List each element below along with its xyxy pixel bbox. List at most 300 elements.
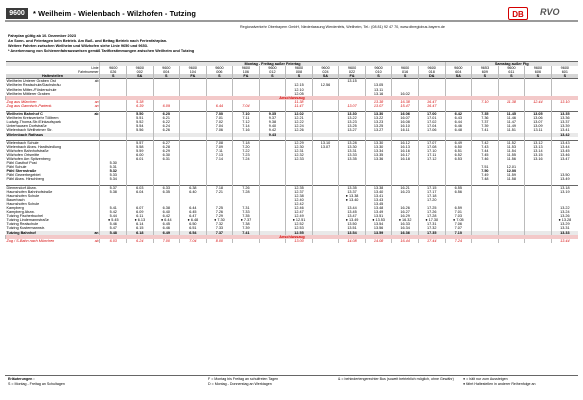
- time-cell: 12.49: [286, 214, 313, 218]
- time-cell: 7.35: [472, 112, 499, 117]
- time-cell: 7.20: [233, 145, 260, 149]
- time-cell: 6.35: [153, 190, 180, 194]
- time-cell: 7.18: [233, 140, 260, 145]
- stop-name: Tutzing Kustermannstr.: [6, 226, 45, 231]
- time-cell: 17.07: [418, 140, 445, 145]
- time-cell: 7.39: [472, 124, 499, 128]
- time-cell: 13.51: [365, 214, 392, 218]
- time-cell: 13.27: [339, 128, 366, 132]
- time-cell: 13.22: [365, 116, 392, 120]
- time-cell: 6.51: [445, 149, 472, 153]
- time-cell: 7.29: [206, 214, 233, 218]
- stop-name: Kampberg: [6, 206, 24, 210]
- time-cell: 5.54: [127, 124, 154, 128]
- time-cell: 7.24: [233, 157, 260, 161]
- time-cell: 6.26: [153, 128, 180, 132]
- stop-name: Zug aus Garmisch-Partenk.: [6, 103, 53, 108]
- timetable-notes: [8, 34, 194, 54]
- time-cell: 6.30: [153, 153, 180, 157]
- time-cell: 7.46: [472, 157, 499, 161]
- time-cell: 13.05: [525, 112, 552, 117]
- time-cell: 7.06: [445, 222, 472, 226]
- stop-name: Pähl Abzw. Hirschberg: [6, 177, 45, 182]
- linie-cell: 9600: [312, 66, 339, 70]
- arr-dep-marker: an: [94, 103, 99, 108]
- time-cell: 17.15: [418, 185, 445, 190]
- time-cell: 6.56: [445, 190, 472, 194]
- linie-cell: 9600: [525, 66, 552, 70]
- time-cell: 13.25: [339, 124, 366, 128]
- time-cell: 13.11: [365, 88, 392, 92]
- time-cell: 12.42: [286, 202, 313, 206]
- time-cell: 13.46: [551, 153, 578, 157]
- time-cell: 6.09: [127, 210, 154, 214]
- time-cell: 13.48: [365, 206, 392, 210]
- time-cell: 5.48: [100, 231, 127, 235]
- time-cell: 13.30: [339, 145, 366, 149]
- time-cell: 6.42: [153, 214, 180, 218]
- linie-cell: 9600: [259, 66, 286, 70]
- stop-name: Wielenbach Rathaus: [6, 133, 91, 137]
- legend-exit-only: ● = hält nur zum Aussteigen: [463, 377, 508, 381]
- time-cell: 6.53: [445, 157, 472, 161]
- time-cell: 13.07: [339, 104, 366, 108]
- fahrt-cell: 012: [259, 70, 286, 74]
- time-cell: 13.54: [365, 222, 392, 226]
- time-cell: ● 12.51: [286, 218, 313, 222]
- stop-name: Tutzing Fischerbuchel: [6, 214, 44, 219]
- fahrt-cell: 611: [498, 70, 525, 74]
- time-cell: 12.31: [286, 149, 313, 153]
- time-cell: 6.49: [445, 140, 472, 145]
- stop-name: Wielenbach Weilheimer Str.: [6, 128, 53, 133]
- time-cell: 6.04: [127, 190, 154, 194]
- time-cell: 13.10: [312, 140, 339, 145]
- trip-type-cell: S: [392, 74, 419, 79]
- time-cell: 7.23: [233, 153, 260, 157]
- time-cell: 7.43: [472, 145, 499, 149]
- time-cell: 5.50: [127, 112, 154, 117]
- time-cell: 13.54: [339, 231, 366, 235]
- time-cell: 11.45: [498, 112, 525, 117]
- time-cell: 7.02: [206, 120, 233, 124]
- time-cell: 16.17: [392, 153, 419, 157]
- time-cell: 6.40: [180, 190, 207, 194]
- stop-name: Wilzhofen Ortsmitte: [6, 152, 40, 157]
- time-cell: 7.10: [233, 112, 260, 117]
- time-cell: 17.01: [418, 116, 445, 120]
- time-cell: 13.56: [365, 226, 392, 230]
- time-cell: 13.23: [339, 120, 366, 124]
- time-cell: 7.11: [206, 149, 233, 153]
- legend-accessible: & = behindertengerechter Bus (soweit betrieblich möglich, ohne Gewähr): [338, 377, 454, 381]
- time-cell: 17.04: [418, 124, 445, 128]
- time-cell: 5.56: [127, 128, 154, 132]
- trip-type-cell: F&: [180, 74, 207, 79]
- time-cell: 13.36: [551, 116, 578, 120]
- fahrt-cell: 601: [551, 70, 578, 74]
- time-cell: 6.51: [180, 226, 207, 230]
- time-cell: 7.32: [206, 222, 233, 226]
- trip-type-cell: S: [365, 74, 392, 79]
- stop-name: Haunshofen Schule: [6, 201, 40, 206]
- time-cell: 16.16: [392, 149, 419, 153]
- time-cell: 6.42: [445, 112, 472, 117]
- time-cell: 5.57: [127, 140, 154, 145]
- time-cell: 16.07: [392, 116, 419, 120]
- time-cell: 13.19: [551, 190, 578, 194]
- time-cell: 6.09: [153, 104, 180, 108]
- time-cell: 12.15: [286, 83, 313, 87]
- trip-type-cell: F&: [233, 74, 260, 79]
- time-cell: 11.55: [498, 153, 525, 157]
- time-cell: 11.47: [498, 120, 525, 124]
- time-cell: ● 6.13: [127, 218, 154, 222]
- time-cell: 7.33: [206, 226, 233, 230]
- time-cell: 7.51: [472, 165, 499, 169]
- fahrt-label: Fahrtnummer: [78, 70, 99, 75]
- time-cell: 7.04: [180, 239, 207, 243]
- time-cell: 13.18: [551, 185, 578, 190]
- time-cell: 12.22: [286, 120, 313, 124]
- timetable-table: [5, 61, 578, 243]
- time-cell: 11.59: [498, 173, 525, 177]
- time-cell: 12.47: [286, 210, 313, 214]
- trip-type-cell: S: [100, 74, 127, 79]
- time-cell: 5.37: [100, 185, 127, 190]
- time-cell: 7.26: [233, 185, 260, 190]
- time-cell: 13.47: [339, 214, 366, 218]
- page-title: * Weilheim - Wielenbach - Wilzhofen - Tutzing: [33, 9, 196, 18]
- time-cell: 7.45: [472, 153, 499, 157]
- time-cell: 7.00: [206, 112, 233, 117]
- time-cell: 12.29: [286, 140, 313, 145]
- stop-name: Wilzhofen Bahnhofstraße: [6, 148, 49, 153]
- time-cell: 7.39: [233, 226, 260, 230]
- time-cell: 6.54: [180, 231, 207, 235]
- time-cell: 13.41: [365, 194, 392, 198]
- time-cell: 16.18: [392, 157, 419, 161]
- time-cell: ● 5.45: [100, 218, 127, 222]
- linie-cell: 9600: [445, 66, 472, 70]
- time-cell: 13.27: [365, 128, 392, 132]
- arr-dep-marker: an: [94, 99, 99, 104]
- time-cell: 13.30: [365, 112, 392, 117]
- time-cell: 7.22: [233, 149, 260, 153]
- time-cell: 6.22: [153, 120, 180, 124]
- time-cell: 16.10: [392, 124, 419, 128]
- time-cell: 13.30: [365, 145, 392, 149]
- time-cell: [233, 239, 260, 243]
- time-cell: 12.01: [498, 165, 525, 169]
- time-cell: 12.55: [286, 231, 313, 235]
- time-cell: 11.52: [498, 140, 525, 145]
- time-cell: 6.45: [180, 210, 207, 214]
- time-cell: 13.42: [551, 133, 578, 137]
- time-cell: [472, 239, 499, 243]
- note-rail-tickets: * Anerkennung von Schienenfahrausweisen gemäß Tarifbestimmungen zwischen Weilheim und Tutzing: [8, 49, 195, 53]
- time-cell: 13.45: [339, 210, 366, 214]
- linie-cell: 9600: [365, 66, 392, 70]
- time-cell: 16.06: [392, 112, 419, 117]
- time-cell: ● 6.48: [180, 218, 207, 222]
- time-cell: 13.24: [551, 210, 578, 214]
- time-cell: 13.41: [551, 128, 578, 132]
- trip-type-cell: S: [472, 74, 499, 79]
- time-cell: 13.49: [551, 177, 578, 181]
- time-cell: 7.01: [206, 116, 233, 120]
- time-cell: 7.36: [472, 116, 499, 120]
- time-cell: 13.30: [339, 112, 366, 117]
- fahrt-cell: 106: [233, 70, 260, 74]
- stop-name: Weilheim Mitter-/Förderschule: [6, 87, 57, 92]
- time-cell: 7.48: [472, 177, 499, 181]
- stop-name: Wielenbach Abzw. Hardtsiedlung: [6, 144, 62, 149]
- time-cell: 12.46: [286, 206, 313, 210]
- time-cell: 9.37: [259, 116, 286, 120]
- linie-cell: 9600: [233, 66, 260, 70]
- fahrt-cell: 010: [365, 70, 392, 74]
- time-cell: 13.59: [365, 231, 392, 235]
- stops-label: Haltestellen: [6, 74, 100, 79]
- stop-name: Weilheim Mittlerer Graben: [6, 91, 50, 96]
- time-cell: 13.36: [365, 157, 392, 161]
- stop-name: Diemendorf Abzw.: [6, 185, 91, 190]
- time-cell: 13.14: [525, 149, 552, 153]
- fahrt-cell: 006: [206, 70, 233, 74]
- time-cell: 7.14: [233, 124, 260, 128]
- time-cell: 17.18: [418, 194, 445, 198]
- time-cell: 7.10: [472, 100, 499, 104]
- time-cell: 6.44: [180, 206, 207, 210]
- time-cell: 7.42: [472, 140, 499, 145]
- time-cell: ● 13.38: [339, 194, 366, 198]
- time-cell: 6.18: [127, 231, 154, 235]
- time-cell: 12.10: [286, 88, 313, 92]
- time-cell: 12.35: [286, 185, 313, 190]
- time-cell: 7.18: [206, 185, 233, 190]
- legend-title: Erläuterungen :: [8, 377, 35, 381]
- time-cell: 6.44: [445, 120, 472, 124]
- time-cell: 12.53: [286, 226, 313, 230]
- time-cell: 6.20: [153, 112, 180, 117]
- time-cell: 13.51: [339, 226, 366, 230]
- note-more-trips: Weitere Fahrten zwischen Weilheim und Wilzhofen siehe Linie 9650 und 9653.: [8, 44, 148, 48]
- time-cell: 6.49: [153, 231, 180, 235]
- time-cell: 7.37: [472, 120, 499, 124]
- time-cell: 17.25: [418, 206, 445, 210]
- time-cell: 13.29: [551, 222, 578, 226]
- time-cell: 6.52: [445, 153, 472, 157]
- operator-info: Regionalverkehr Oberbayern GmbH, Niederlassung Werdenfels, Weilheim, Tel.: (08 81) 92 47 70, www.dbregiobus-bayern.de: [240, 25, 445, 29]
- time-cell: 16.11: [392, 128, 419, 132]
- time-cell: 13.43: [365, 198, 392, 202]
- time-cell: 12.52: [286, 222, 313, 226]
- fahrt-cell: 002: [127, 70, 154, 74]
- time-cell: 13.49: [365, 210, 392, 214]
- time-cell: 6.00: [127, 153, 154, 157]
- arr-dep-marker: an: [90, 231, 100, 235]
- time-cell: 6.11: [127, 214, 154, 218]
- stop-name: Ludwig-Thoma-Str./Einkaufspark: [6, 120, 61, 125]
- time-cell: 7.01: [445, 210, 472, 214]
- time-cell: 14.08: [365, 239, 392, 243]
- time-cell: 13.09: [525, 124, 552, 128]
- trip-type-cell: S: [259, 74, 286, 79]
- time-cell: [525, 239, 552, 243]
- time-cell: 17.35: [418, 231, 445, 235]
- stop-name: Haunshofen Bahnhofstraße: [6, 189, 53, 194]
- time-cell: 13.50: [551, 173, 578, 177]
- linie-cell: 9653: [472, 66, 499, 70]
- time-cell: 13.11: [525, 128, 552, 132]
- time-cell: 11.38: [286, 100, 313, 104]
- time-cell: 16.08: [392, 120, 419, 124]
- time-cell: 7.38: [233, 222, 260, 226]
- time-cell: 17.02: [418, 120, 445, 124]
- time-cell: ● 13.53: [365, 218, 392, 222]
- time-cell: 13.07: [525, 120, 552, 124]
- legend-reverse-order: ● fährt Haltestellen in anderer Reihenfolge an: [463, 382, 536, 386]
- trip-type-cell: S&: [445, 74, 472, 79]
- time-cell: 12.24: [286, 124, 313, 128]
- time-cell: 13.44: [339, 206, 366, 210]
- linie-cell: 9600: [286, 66, 313, 70]
- time-cell: 6.31: [153, 157, 180, 161]
- time-cell: 9.43: [259, 133, 286, 137]
- table-row: [6, 239, 579, 243]
- stop-name: Wielenbach Schule: [6, 140, 91, 145]
- time-cell: 6.24: [127, 239, 154, 243]
- time-cell: 14.08: [339, 239, 366, 243]
- time-cell: 13.35: [339, 185, 366, 190]
- time-cell: 13.22: [551, 206, 578, 210]
- time-cell: 5.41: [100, 206, 127, 210]
- time-cell: 6.50: [445, 145, 472, 149]
- trip-type-cell: S: [286, 74, 313, 79]
- time-cell: ● 13.40: [339, 198, 366, 202]
- fahrt-cell: 016: [392, 70, 419, 74]
- fahrt-cell: 024: [312, 70, 339, 74]
- time-cell: 16.38: [392, 100, 419, 104]
- time-cell: 11.53: [498, 145, 525, 149]
- time-cell: 13.33: [339, 153, 366, 157]
- time-cell: 5.33: [100, 173, 127, 177]
- time-cell: [312, 239, 339, 243]
- time-cell: 7.31: [233, 206, 260, 210]
- time-cell: 7.24: [445, 239, 472, 243]
- trip-type-cell: S: [551, 74, 578, 79]
- time-cell: 7.35: [233, 214, 260, 218]
- time-cell: 12.00: [498, 169, 525, 173]
- time-cell: 7.14: [206, 157, 233, 161]
- time-cell: 11.46: [498, 116, 525, 120]
- time-cell: 13.37: [551, 120, 578, 124]
- time-cell: 16.36: [392, 231, 419, 235]
- trip-type-cell: S: [206, 74, 233, 79]
- header-divider: [5, 20, 578, 22]
- time-cell: 5.34: [100, 177, 127, 181]
- time-cell: 7.28: [233, 190, 260, 194]
- time-cell: 5.31: [100, 165, 127, 169]
- time-cell: 6.46: [445, 124, 472, 128]
- time-cell: 7.50: [472, 169, 499, 173]
- time-cell: 5.38: [127, 100, 154, 104]
- time-cell: 7.12: [233, 120, 260, 124]
- time-cell: 11.51: [498, 128, 525, 132]
- time-cell: 9.35: [259, 112, 286, 117]
- linie-cell: 9600: [418, 66, 445, 70]
- time-cell: 12.40: [286, 198, 313, 202]
- time-cell: 13.37: [339, 190, 366, 194]
- linie-cell: 9600: [127, 66, 154, 70]
- time-cell: 7.21: [206, 190, 233, 194]
- time-cell: 16.33: [392, 222, 419, 226]
- time-cell: 17.20: [418, 198, 445, 202]
- time-cell: 6.15: [127, 226, 154, 230]
- group-weekday: Montag - Freitag außer Feiertag: [100, 62, 445, 67]
- time-cell: 13.16: [365, 92, 392, 96]
- time-cell: 12.37: [286, 190, 313, 194]
- time-cell: 12.26: [286, 128, 313, 132]
- time-cell: 17.12: [418, 157, 445, 161]
- time-cell: 7.16: [233, 128, 260, 132]
- stop-name: Zug aus München: [6, 99, 37, 104]
- connection-heading: Anschlusszug: [6, 235, 579, 239]
- time-cell: 13.25: [365, 124, 392, 128]
- trip-type-cell: S: [525, 74, 552, 79]
- time-cell: 13.45: [365, 202, 392, 206]
- time-cell: ● 7.37: [233, 218, 260, 222]
- fahrt-cell: 018: [418, 70, 445, 74]
- arr-dep-marker: ab: [90, 79, 100, 84]
- time-cell: 5.46: [100, 222, 127, 226]
- time-cell: 7.41: [233, 231, 260, 235]
- time-cell: 9.40: [259, 124, 286, 128]
- fahrt-cell: 022: [339, 70, 366, 74]
- time-cell: 12.38: [286, 194, 313, 198]
- time-cell: 7.09: [206, 145, 233, 149]
- time-cell: 13.38: [365, 185, 392, 190]
- time-cell: 13.33: [551, 231, 578, 235]
- linie-cell: 9600: [153, 66, 180, 70]
- time-cell: 5.52: [127, 120, 154, 124]
- time-cell: 13.13: [525, 145, 552, 149]
- time-cell: 15.47: [392, 104, 419, 108]
- time-cell: 13.07: [312, 145, 339, 149]
- stop-name: Pähl Gewerbegebiet: [6, 173, 41, 178]
- time-cell: 6.01: [127, 157, 154, 161]
- stop-name: Kampberg Abzw.: [6, 210, 35, 215]
- time-cell: [259, 239, 286, 243]
- time-cell: 7.00: [153, 239, 180, 243]
- time-cell: 16.47: [418, 104, 445, 108]
- fahrt-cell: 606: [525, 70, 552, 74]
- time-cell: 5.51: [127, 116, 154, 120]
- time-cell: 12.05: [286, 92, 313, 96]
- time-cell: 13.35: [551, 112, 578, 117]
- time-cell: 13.44: [551, 145, 578, 149]
- time-cell: 12.30: [286, 145, 313, 149]
- linie-cell: 9600: [100, 66, 127, 70]
- time-cell: 7.49: [472, 173, 499, 177]
- fahrt-cell: 104: [180, 70, 207, 74]
- time-cell: ● 16.32: [392, 218, 419, 222]
- stop-name: Weilheim Bahnhof C: [6, 112, 91, 117]
- time-cell: 12.44: [525, 100, 552, 104]
- time-cell: 6.50: [180, 222, 207, 226]
- stop-name: Pähl Gasthof Post: [6, 161, 37, 166]
